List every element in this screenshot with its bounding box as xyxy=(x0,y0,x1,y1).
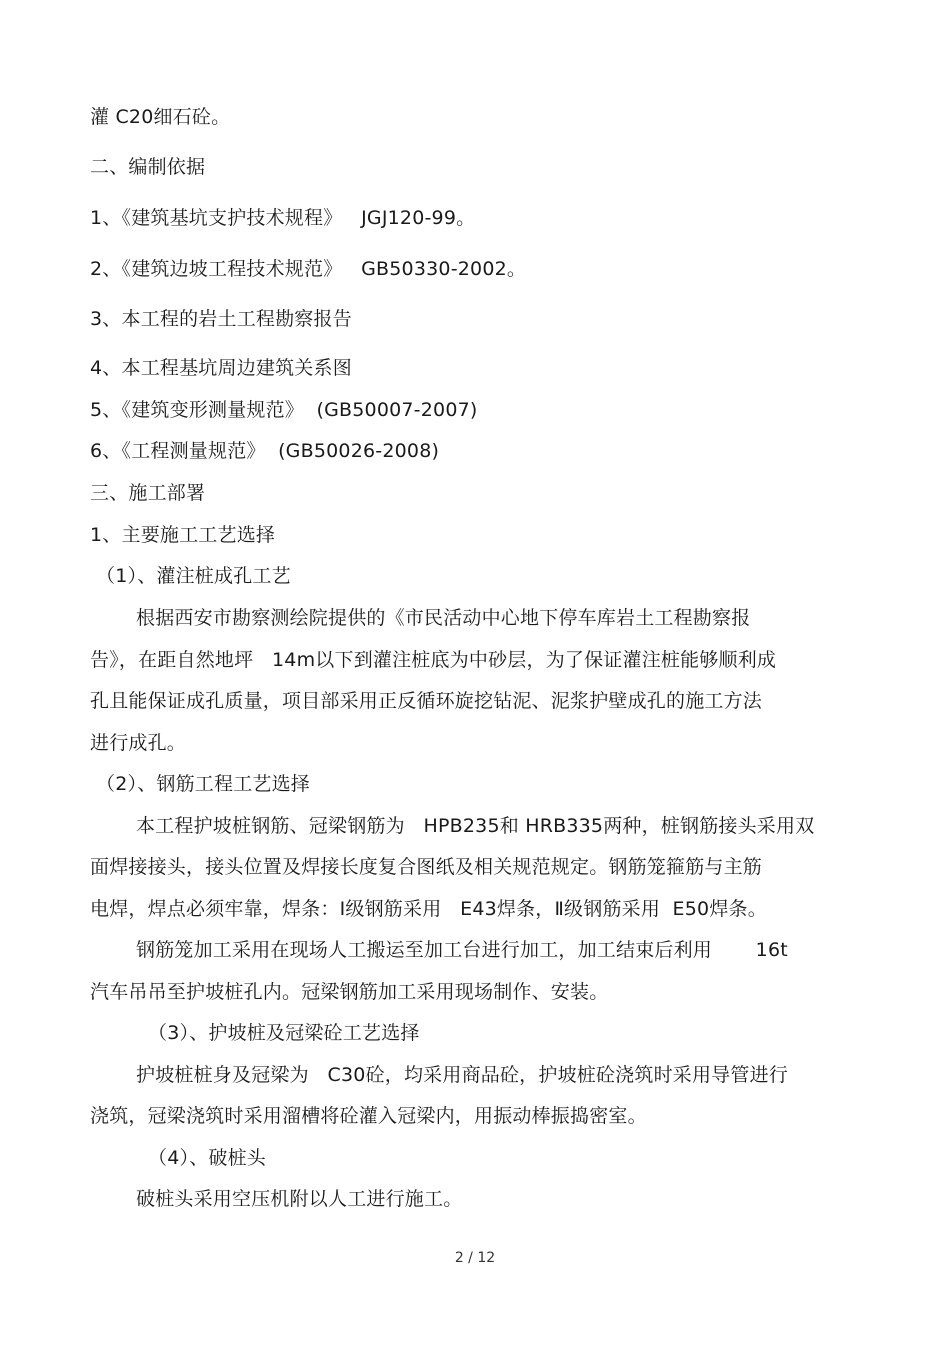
section-heading: 二、编制依据 xyxy=(90,156,206,178)
paragraph-line: 破桩头采用空压机附以人工进行施工。 xyxy=(136,1188,463,1210)
paragraph-line: 电焊，焊点必须牢靠，焊条：Ⅰ级钢筋采用 E43焊条，Ⅱ级钢筋采用 E50焊条。 xyxy=(90,898,767,920)
subsection-heading: （3）、护坡桩及冠梁砼工艺选择 xyxy=(148,1022,420,1044)
paragraph-line: 钢筋笼加工采用在现场人工搬运至加工台进行加工，加工结束后利用 16t xyxy=(136,939,788,961)
section-heading: 三、施工部署 xyxy=(90,482,206,504)
reference-item: 6、《工程测量规范》 (GB50026-2008) xyxy=(90,440,440,462)
paragraph-line: 告》，在距自然地坪 14m以下到灌注桩底为中砂层，为了保证灌注桩能够顺利成 xyxy=(90,649,777,671)
reference-item: 4、本工程基坑周边建筑关系图 xyxy=(90,357,352,379)
paragraph-line: 根据西安市勘察测绘院提供的《市民活动中心地下停车库岩土工程勘察报 xyxy=(136,607,751,629)
page-number: 2 / 12 xyxy=(454,1250,496,1266)
subsection-heading: （4）、破桩头 xyxy=(148,1147,266,1169)
paragraph-line: 护坡桩桩身及冠梁为 C30砼，均采用商品砼，护坡桩砼浇筑时采用导管进行 xyxy=(136,1064,788,1086)
paragraph-line: 面焊接接头，接头位置及焊接长度复合图纸及相关规范规定。钢筋笼箍筋与主筋 xyxy=(90,856,763,878)
paragraph-line: 孔且能保证成孔质量，项目部采用正反循环旋挖钻泥、泥浆护壁成孔的施工方法 xyxy=(90,690,763,712)
text-line: 灌 C20细石砼。 xyxy=(90,106,231,128)
paragraph-line: 本工程护坡桩钢筋、冠梁钢筋为 HPB235和 HRB335两种，桩钢筋接头采用双 xyxy=(136,815,815,837)
paragraph-line: 汽车吊吊至护坡桩孔内。冠梁钢筋加工采用现场制作、安装。 xyxy=(90,981,609,1003)
subsection-heading: （1）、灌注桩成孔工艺 xyxy=(96,565,291,587)
reference-item: 2、《建筑边坡工程技术规范》 GB50330-2002。 xyxy=(90,258,527,280)
reference-item: 1、《建筑基坑支护技术规程》 JGJ120-99。 xyxy=(90,207,476,229)
subsection-heading: （2）、钢筋工程工艺选择 xyxy=(96,773,310,795)
paragraph-line: 进行成孔。 xyxy=(90,732,187,754)
reference-item: 3、本工程的岩土工程勘察报告 xyxy=(90,308,352,330)
subsection-heading: 1、主要施工工艺选择 xyxy=(90,524,276,546)
paragraph-line: 浇筑，冠梁浇筑时采用溜槽将砼灌入冠梁内，用振动棒振捣密室。 xyxy=(90,1105,647,1127)
reference-item: 5、《建筑变形测量规范》 (GB50007-2007) xyxy=(90,399,478,421)
